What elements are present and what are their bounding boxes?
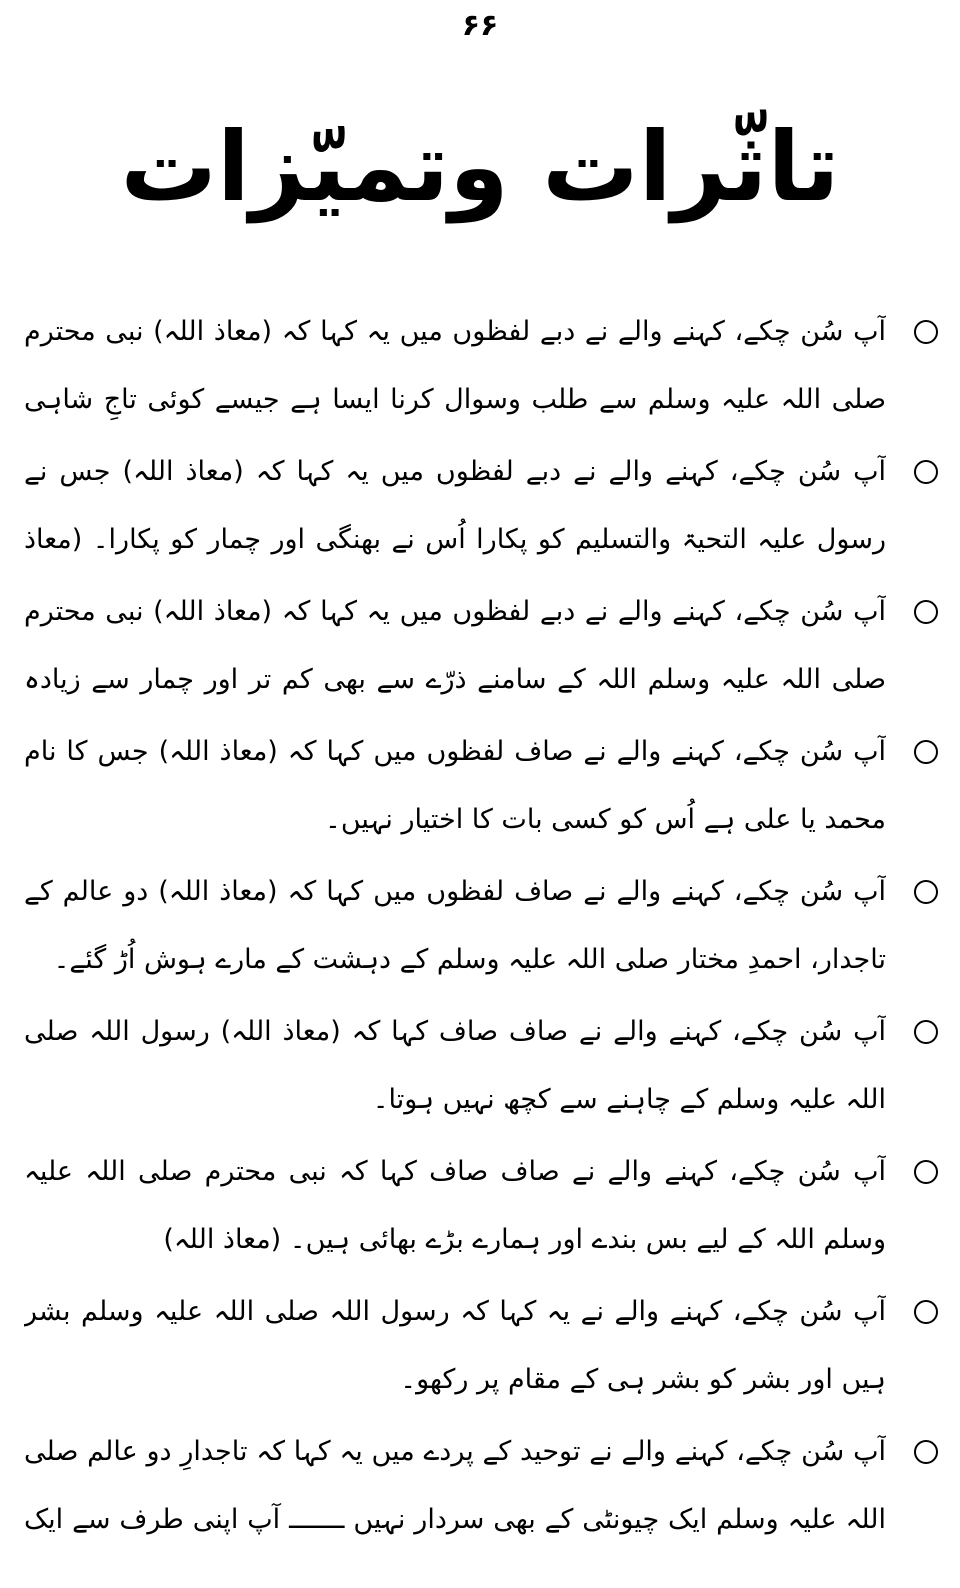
list-item (24, 290, 938, 430)
list-item (24, 1410, 938, 1550)
list-item (24, 850, 938, 990)
list-item-text: آپ سُن چکے، کہنے والے نے صاف صاف کہا کہ (معاذ اللہ) رسول اللہ صلی اللہ علیہ وسلم کے چاہنے سے کچھ نہیں ہوتا۔ (24, 1016, 886, 1115)
page-number: ۶۶ (461, 8, 499, 43)
list-item-text: آپ سُن چکے، کہنے والے نے صاف لفظوں میں کہا کہ (معاذ اللہ) دو عالم کے تاجدار، احمدِ مختار صلی اللہ علیہ وسلم کے دہشت کے مارے ہوش اُڑ گئے۔ (24, 876, 886, 975)
list-item (24, 430, 938, 570)
list-item-text: آپ سُن چکے، کہنے والے نے صاف لفظوں میں کہا کہ (معاذ اللہ) جس کا نام محمد یا علی ہے اُس کو کسی بات کا اختیار نہیں۔ (24, 736, 886, 835)
list-item-text: آپ سُن چکے، کہنے والے نے دبے لفظوں میں یہ کہا کہ (معاذ اللہ) جس نے رسول علیہ التحیۃ والتسلیم کو پکارا اُس نے بھنگی اور چمار کو پکارا۔ (معاذ (24, 456, 886, 555)
list-item-text: آپ سُن چکے، کہنے والے نے یہ کہا کہ رسول اللہ صلی اللہ علیہ وسلم بشر ہیں اور بشر کو بشر ہی کے مقام پر رکھو۔ (24, 1296, 886, 1395)
list-item (24, 1270, 938, 1410)
circle-bullet-icon (914, 320, 938, 344)
circle-bullet-icon (914, 600, 938, 624)
list-item-text: آپ سُن چکے، کہنے والے نے دبے لفظوں میں یہ کہا کہ (معاذ اللہ) نبی محترم صلی اللہ علیہ وسلم سے طلب وسوال کرنا ایسا ہے جیسے کوئی تاجِ شاہی (24, 316, 886, 415)
circle-bullet-icon (914, 1020, 938, 1044)
circle-bullet-icon (914, 880, 938, 904)
circle-bullet-icon (914, 460, 938, 484)
circle-bullet-icon (914, 740, 938, 764)
list-item (24, 710, 938, 850)
circle-bullet-icon (914, 1160, 938, 1184)
circle-bullet-icon (914, 1300, 938, 1324)
list-item (24, 1130, 938, 1270)
list-item (24, 990, 938, 1130)
circle-bullet-icon (914, 1440, 938, 1464)
list-item-text: آپ سُن چکے، کہنے والے نے توحید کے پردے میں یہ کہا کہ تاجدارِ دو عالم صلی اللہ علیہ وسلم ایک چیونٹی کے بھی سردار نہیں ـــــــ آپ اپنی طرف سے ایک (24, 1436, 886, 1535)
list-item-text: آپ سُن چکے، کہنے والے نے دبے لفظوں میں یہ کہا کہ (معاذ اللہ) نبی محترم صلی اللہ علیہ وسلم اللہ کے سامنے ذرّے سے بھی کم تر اور چمار سے زیادہ (24, 596, 886, 695)
statement-list (24, 290, 938, 1550)
page-title: تاثّرات وتمیّزات (120, 111, 840, 223)
list-item (24, 570, 938, 710)
list-item-text: آپ سُن چکے، کہنے والے نے صاف صاف کہا کہ نبی محترم صلی اللہ علیہ وسلم اللہ کے لیے بس بندے اور ہمارے بڑے بھائی ہیں۔ (معاذ اللہ) (24, 1156, 886, 1255)
